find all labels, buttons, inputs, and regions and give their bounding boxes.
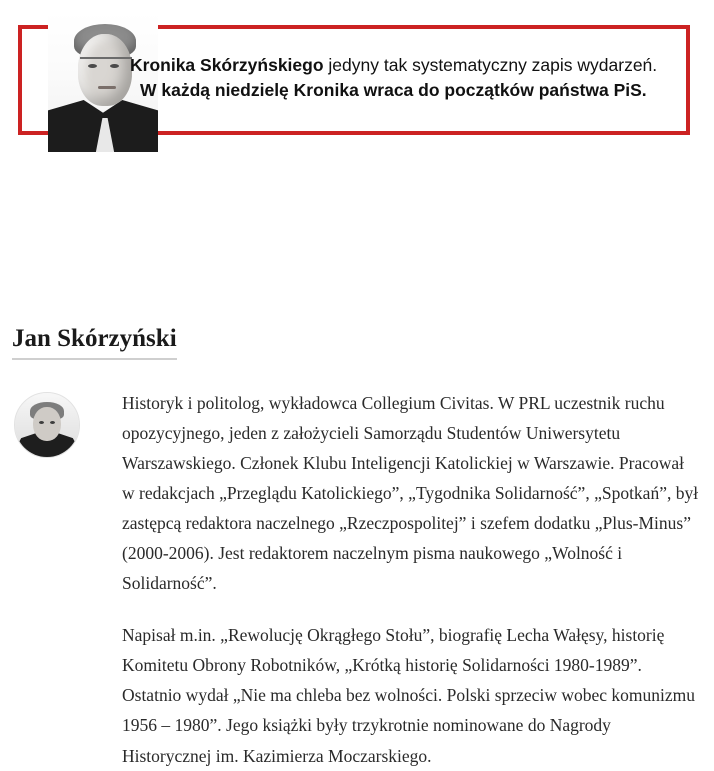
banner-title-rest: jedyny tak systematyczny zapis wydarzeń. — [323, 55, 658, 75]
banner-line2-start: W każdą niedzielę — [140, 80, 294, 101]
bio-text — [80, 388, 704, 771]
avatar — [14, 392, 80, 458]
banner-line2-strong: Kronika — [293, 80, 359, 101]
page-title: Jan Skórzyński — [12, 325, 177, 360]
banner-line-1 — [130, 53, 690, 78]
promo-banner[interactable] — [0, 0, 714, 160]
bio-paragraph: Historyk i politolog, wykładowca Collegium Civitas. W PRL uczestnik ruchu opozycyjnego, jeden z założycieli Samorządu Studentów Uniwersytetu Warszawskiego. Członek Klubu Inteligencji Katolickiej w Warszawie. Pracował w redakcjach „Przeglądu Katolickiego”, „Tygodnika Solidarność”, „Spotkań”, był zastępcą redaktora naczelnego „Rzeczpospolitej” i szefem dodatku „Plus-Minus” (2000-2006). Jest redaktorem naczelnym pisma naukowego „Wolność i Solidarność”. — [122, 392, 699, 594]
banner-line-2 — [130, 78, 690, 103]
banner-title-strong: Kronika Skórzyńskiego — [130, 55, 324, 75]
bio-paragraph: Napisał m.in. „Rewolucję Okrągłego Stołu”, biografię Lecha Wałęsy, historię Komitetu Obrony Robotników, „Krótką historię Solidarności 1980-1989”. Ostatnio wydał „Nie ma chleba bez wolności. Polski sprzeciw wobec komunizmu 1956 – 1980”. Jego książki były trzykrotnie nominowane do Nagrody Historycznej im. Kazimierza Moczarskiego. — [122, 625, 695, 766]
author-bio-section — [10, 325, 704, 771]
banner-line2-end: wraca do początków państwa PiS. — [358, 80, 647, 101]
banner-text — [130, 53, 690, 104]
bio-row — [10, 388, 704, 771]
